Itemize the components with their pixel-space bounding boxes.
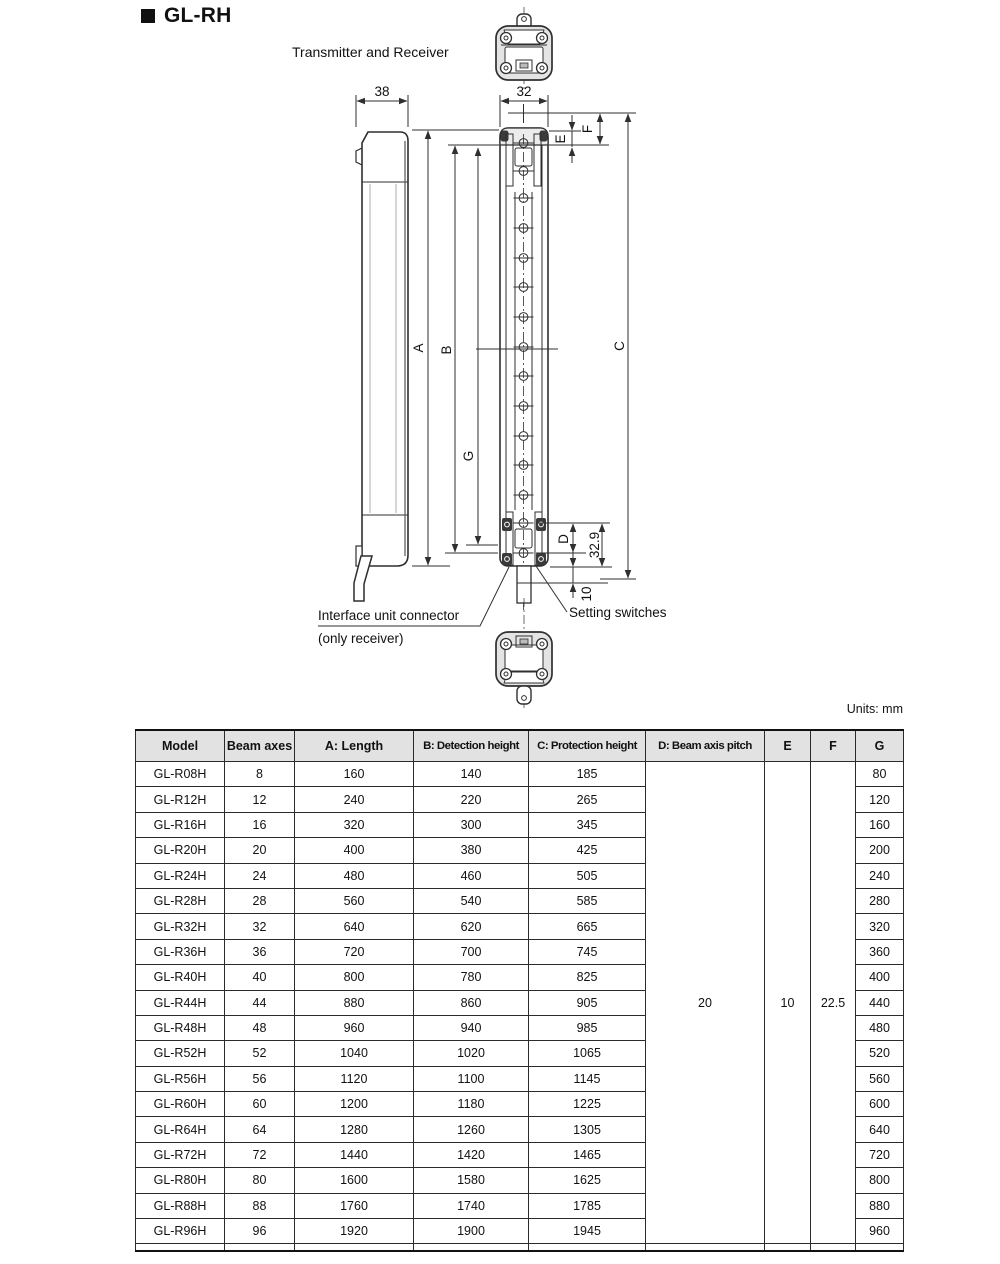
cell-length: 1600 [295, 1168, 414, 1193]
column-header: A: Length [295, 730, 414, 762]
cell-protection-height: 1945 [529, 1219, 646, 1244]
cell-f: 22.5 [811, 762, 856, 1244]
footer-band-row [136, 1244, 904, 1252]
cell-model: GL-R56H [136, 1066, 225, 1091]
cell-beam-axes: 36 [225, 939, 295, 964]
cell-protection-height: 425 [529, 838, 646, 863]
cell-model: GL-R48H [136, 1015, 225, 1040]
dim-G: G [461, 450, 476, 462]
cell-length: 640 [295, 914, 414, 939]
cell-g: 440 [856, 990, 904, 1015]
cell-model: GL-R72H [136, 1142, 225, 1167]
cell-detection-height: 300 [414, 812, 529, 837]
cell-model: GL-R80H [136, 1168, 225, 1193]
cell-detection-height: 1740 [414, 1193, 529, 1218]
footer-band-cell [295, 1244, 414, 1252]
cell-g: 120 [856, 787, 904, 812]
units-note: Units: mm [846, 702, 903, 716]
table-row [136, 762, 904, 787]
column-header: D: Beam axis pitch [646, 730, 765, 762]
cell-length: 320 [295, 812, 414, 837]
cell-length: 480 [295, 863, 414, 888]
cell-protection-height: 1465 [529, 1142, 646, 1167]
cell-detection-height: 940 [414, 1015, 529, 1040]
cell-g: 600 [856, 1092, 904, 1117]
dim-F: F [580, 124, 595, 134]
cell-protection-height: 745 [529, 939, 646, 964]
dim-10: 10 [579, 586, 594, 602]
cell-model: GL-R64H [136, 1117, 225, 1142]
callout-interface-connector: Interface unit connector [318, 608, 460, 623]
cell-beam-axes: 8 [225, 762, 295, 787]
column-header: Beam axes [225, 730, 295, 762]
cell-beam-axes: 80 [225, 1168, 295, 1193]
cell-length: 1920 [295, 1219, 414, 1244]
cell-g: 240 [856, 863, 904, 888]
callout-only-receiver: (only receiver) [318, 631, 404, 646]
cell-model: GL-R40H [136, 965, 225, 990]
cell-length: 400 [295, 838, 414, 863]
dim-B: B [439, 345, 454, 355]
cell-beam-axes: 96 [225, 1219, 295, 1244]
cell-model: GL-R28H [136, 888, 225, 913]
cell-beam-axes: 72 [225, 1142, 295, 1167]
cell-beam-axes: 40 [225, 965, 295, 990]
column-header: G [856, 730, 904, 762]
cell-protection-height: 1145 [529, 1066, 646, 1091]
column-header: C: Protection height [529, 730, 646, 762]
cell-model: GL-R20H [136, 838, 225, 863]
cell-detection-height: 1900 [414, 1219, 529, 1244]
footer-band-cell [646, 1244, 765, 1252]
cell-detection-height: 620 [414, 914, 529, 939]
cell-protection-height: 585 [529, 888, 646, 913]
dim-32-9: 32.9 [587, 531, 602, 559]
cell-detection-height: 780 [414, 965, 529, 990]
cell-detection-height: 700 [414, 939, 529, 964]
cell-g: 560 [856, 1066, 904, 1091]
cell-beam-axes: 48 [225, 1015, 295, 1040]
cell-model: GL-R96H [136, 1219, 225, 1244]
dim-A: A [411, 343, 426, 353]
cell-length: 800 [295, 965, 414, 990]
column-header: F [811, 730, 856, 762]
cell-detection-height: 1180 [414, 1092, 529, 1117]
cell-g: 720 [856, 1142, 904, 1167]
footer-band-cell [811, 1244, 856, 1252]
cell-beam-axes: 20 [225, 838, 295, 863]
cell-protection-height: 1065 [529, 1041, 646, 1066]
cell-beam-axes: 16 [225, 812, 295, 837]
cell-beam-axis-pitch: 20 [646, 762, 765, 1244]
cell-protection-height: 265 [529, 787, 646, 812]
cell-beam-axes: 52 [225, 1041, 295, 1066]
cell-detection-height: 220 [414, 787, 529, 812]
cell-g: 280 [856, 888, 904, 913]
cell-protection-height: 825 [529, 965, 646, 990]
diagram-subtitle: Transmitter and Receiver [292, 44, 449, 60]
header-row [136, 730, 904, 762]
cell-protection-height: 1625 [529, 1168, 646, 1193]
cell-beam-axes: 12 [225, 787, 295, 812]
cell-model: GL-R08H [136, 762, 225, 787]
cell-g: 160 [856, 812, 904, 837]
cell-protection-height: 985 [529, 1015, 646, 1040]
cell-protection-height: 1305 [529, 1117, 646, 1142]
cell-protection-height: 505 [529, 863, 646, 888]
spec-table-foot [136, 1244, 904, 1252]
cell-detection-height: 1100 [414, 1066, 529, 1091]
cell-g: 360 [856, 939, 904, 964]
cell-protection-height: 185 [529, 762, 646, 787]
cell-length: 960 [295, 1015, 414, 1040]
column-header: Model [136, 730, 225, 762]
cell-beam-axes: 28 [225, 888, 295, 913]
spec-table-body [136, 762, 904, 1244]
cell-g: 640 [856, 1117, 904, 1142]
cell-model: GL-R12H [136, 787, 225, 812]
footer-band-cell [529, 1244, 646, 1252]
cell-g: 80 [856, 762, 904, 787]
cell-length: 1280 [295, 1117, 414, 1142]
cell-g: 800 [856, 1168, 904, 1193]
cell-model: GL-R52H [136, 1041, 225, 1066]
cell-protection-height: 1225 [529, 1092, 646, 1117]
dim-E: E [553, 134, 568, 144]
cell-detection-height: 540 [414, 888, 529, 913]
cell-model: GL-R32H [136, 914, 225, 939]
cell-length: 240 [295, 787, 414, 812]
cell-detection-height: 460 [414, 863, 529, 888]
cell-model: GL-R88H [136, 1193, 225, 1218]
cell-length: 1120 [295, 1066, 414, 1091]
cell-g: 880 [856, 1193, 904, 1218]
cell-length: 1200 [295, 1092, 414, 1117]
cell-g: 400 [856, 965, 904, 990]
column-header: E [765, 730, 811, 762]
cell-beam-axes: 32 [225, 914, 295, 939]
cell-length: 160 [295, 762, 414, 787]
dim-D: D [556, 534, 571, 544]
top-section-view [496, 7, 552, 92]
cell-length: 560 [295, 888, 414, 913]
cell-model: GL-R36H [136, 939, 225, 964]
cell-model: GL-R24H [136, 863, 225, 888]
dim-38: 38 [374, 84, 390, 99]
cell-length: 720 [295, 939, 414, 964]
column-header: B: Detection height [414, 730, 529, 762]
cell-g: 960 [856, 1219, 904, 1244]
cell-length: 1040 [295, 1041, 414, 1066]
cell-detection-height: 1260 [414, 1117, 529, 1142]
callout-setting-switches: Setting switches [569, 605, 667, 620]
cell-length: 1440 [295, 1142, 414, 1167]
cell-detection-height: 1420 [414, 1142, 529, 1167]
cell-e: 10 [765, 762, 811, 1244]
cell-detection-height: 860 [414, 990, 529, 1015]
cell-beam-axes: 44 [225, 990, 295, 1015]
footer-band-cell [136, 1244, 225, 1252]
cell-protection-height: 665 [529, 914, 646, 939]
cell-g: 520 [856, 1041, 904, 1066]
cell-beam-axes: 88 [225, 1193, 295, 1218]
cell-model: GL-R60H [136, 1092, 225, 1117]
cell-g: 200 [856, 838, 904, 863]
cell-g: 320 [856, 914, 904, 939]
dim-C: C [612, 341, 627, 351]
cell-beam-axes: 24 [225, 863, 295, 888]
cell-length: 1760 [295, 1193, 414, 1218]
cell-model: GL-R44H [136, 990, 225, 1015]
cell-detection-height: 380 [414, 838, 529, 863]
spec-table-head [136, 730, 904, 762]
spec-table [135, 729, 904, 1252]
footer-band-cell [856, 1244, 904, 1252]
cell-detection-height: 1020 [414, 1041, 529, 1066]
bottom-section-view [496, 598, 552, 708]
cell-model: GL-R16H [136, 812, 225, 837]
cell-length: 880 [295, 990, 414, 1015]
footer-band-cell [225, 1244, 295, 1252]
cell-detection-height: 1580 [414, 1168, 529, 1193]
cell-g: 480 [856, 1015, 904, 1040]
footer-band-cell [414, 1244, 529, 1252]
dim-32: 32 [516, 84, 532, 99]
cell-beam-axes: 60 [225, 1092, 295, 1117]
page-title: GL-RH [164, 4, 232, 27]
side-view [354, 132, 408, 601]
cell-detection-height: 140 [414, 762, 529, 787]
cell-protection-height: 1785 [529, 1193, 646, 1218]
cell-beam-axes: 64 [225, 1117, 295, 1142]
cell-protection-height: 905 [529, 990, 646, 1015]
front-view [500, 104, 548, 610]
cell-protection-height: 345 [529, 812, 646, 837]
cell-beam-axes: 56 [225, 1066, 295, 1091]
footer-band-cell [765, 1244, 811, 1252]
